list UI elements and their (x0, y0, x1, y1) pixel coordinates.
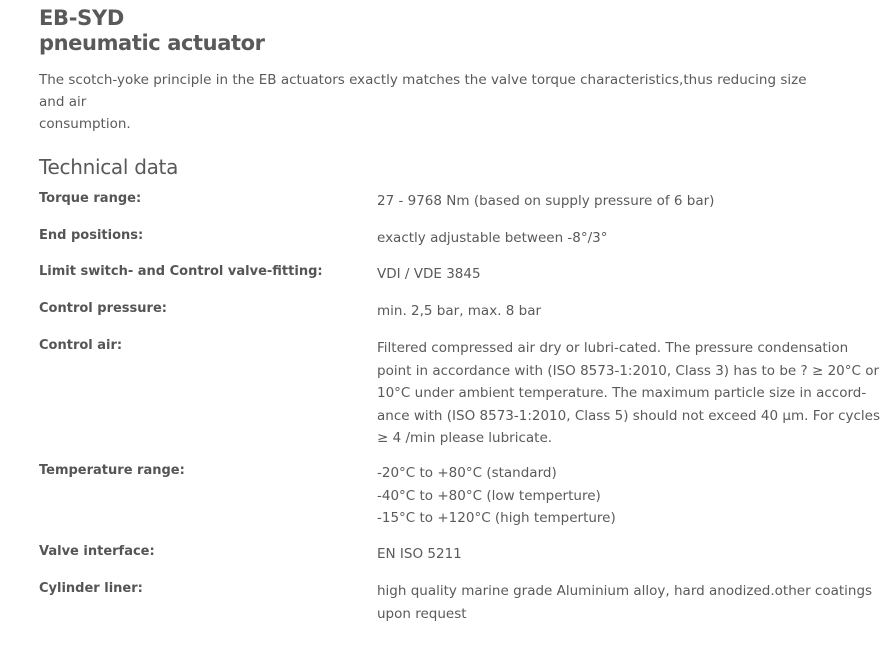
product-title: EB-SYD (39, 6, 125, 30)
spec-value-line: upon request (377, 605, 467, 622)
intro-line: consumption. (39, 116, 131, 132)
spec-value-line: -15°C to +120°C (high temperture) (377, 510, 616, 526)
spec-value-line: -20°C to +80°C (standard) (377, 465, 557, 481)
spec-value-line: exactly adjustable between -8°/3° (377, 230, 608, 246)
spec-label-torque-range: Torque range: (39, 191, 142, 206)
spec-label-end-positions: End positions: (39, 228, 144, 243)
spec-value-line: ance with (ISO 8573-1:2010, Class 5) should not exceed 40 µm. For cycles (377, 407, 881, 424)
spec-label-temperature-range: Temperature range: (39, 463, 185, 478)
spec-value-end-positions (377, 227, 839, 250)
spec-label-valve-interface: Valve interface: (39, 544, 155, 559)
spec-value-line: VDI / VDE 3845 (377, 266, 481, 282)
spec-label-control-pressure: Control pressure: (39, 301, 167, 316)
spec-value-line: 27 - 9768 Nm (based on supply pressure of 6 bar) (377, 193, 715, 209)
spec-value-line: -40°C to +80°C (low temperture) (377, 487, 601, 504)
spec-value-line: point in accordance with (ISO 8573-1:2010, Class 3) has to be ? ≥ 20°C or (377, 362, 880, 379)
spec-value-line: EN ISO 5211 (377, 546, 462, 562)
spec-label-limit-switch: Limit switch- and Control valve-fitting: (39, 264, 323, 279)
spec-value-line: Filtered compressed air dry or lubri-cated. The pressure condensation (377, 340, 849, 356)
spec-value-temperature-range (377, 462, 839, 530)
spec-value-line: ≥ 4 /min please lubricate. (377, 430, 553, 446)
product-subtitle: pneumatic actuator (39, 31, 265, 55)
spec-value-line: 10°C under ambient temperature. The maximum particle size in accord- (377, 385, 867, 401)
spec-value-limit-switch (377, 263, 839, 286)
technical-data-heading: Technical data (39, 155, 179, 179)
spec-value-line: min. 2,5 bar, max. 8 bar (377, 303, 542, 319)
product-intro (39, 69, 829, 135)
spec-value-control-air (377, 337, 881, 450)
spec-value-torque-range (377, 190, 839, 213)
intro-line: The scotch-yoke principle in the EB actuators exactly matches the valve torque characteristics,thus reducing size and air (39, 72, 807, 110)
spec-value-line: high quality marine grade Aluminium alloy, hard anodized.other coatings (377, 583, 873, 599)
spec-value-valve-interface (377, 543, 839, 566)
spec-value-cylinder-liner (377, 580, 873, 625)
spec-label-control-air: Control air: (39, 338, 123, 353)
spec-value-control-pressure (377, 300, 839, 323)
spec-label-cylinder-liner: Cylinder liner: (39, 581, 143, 596)
